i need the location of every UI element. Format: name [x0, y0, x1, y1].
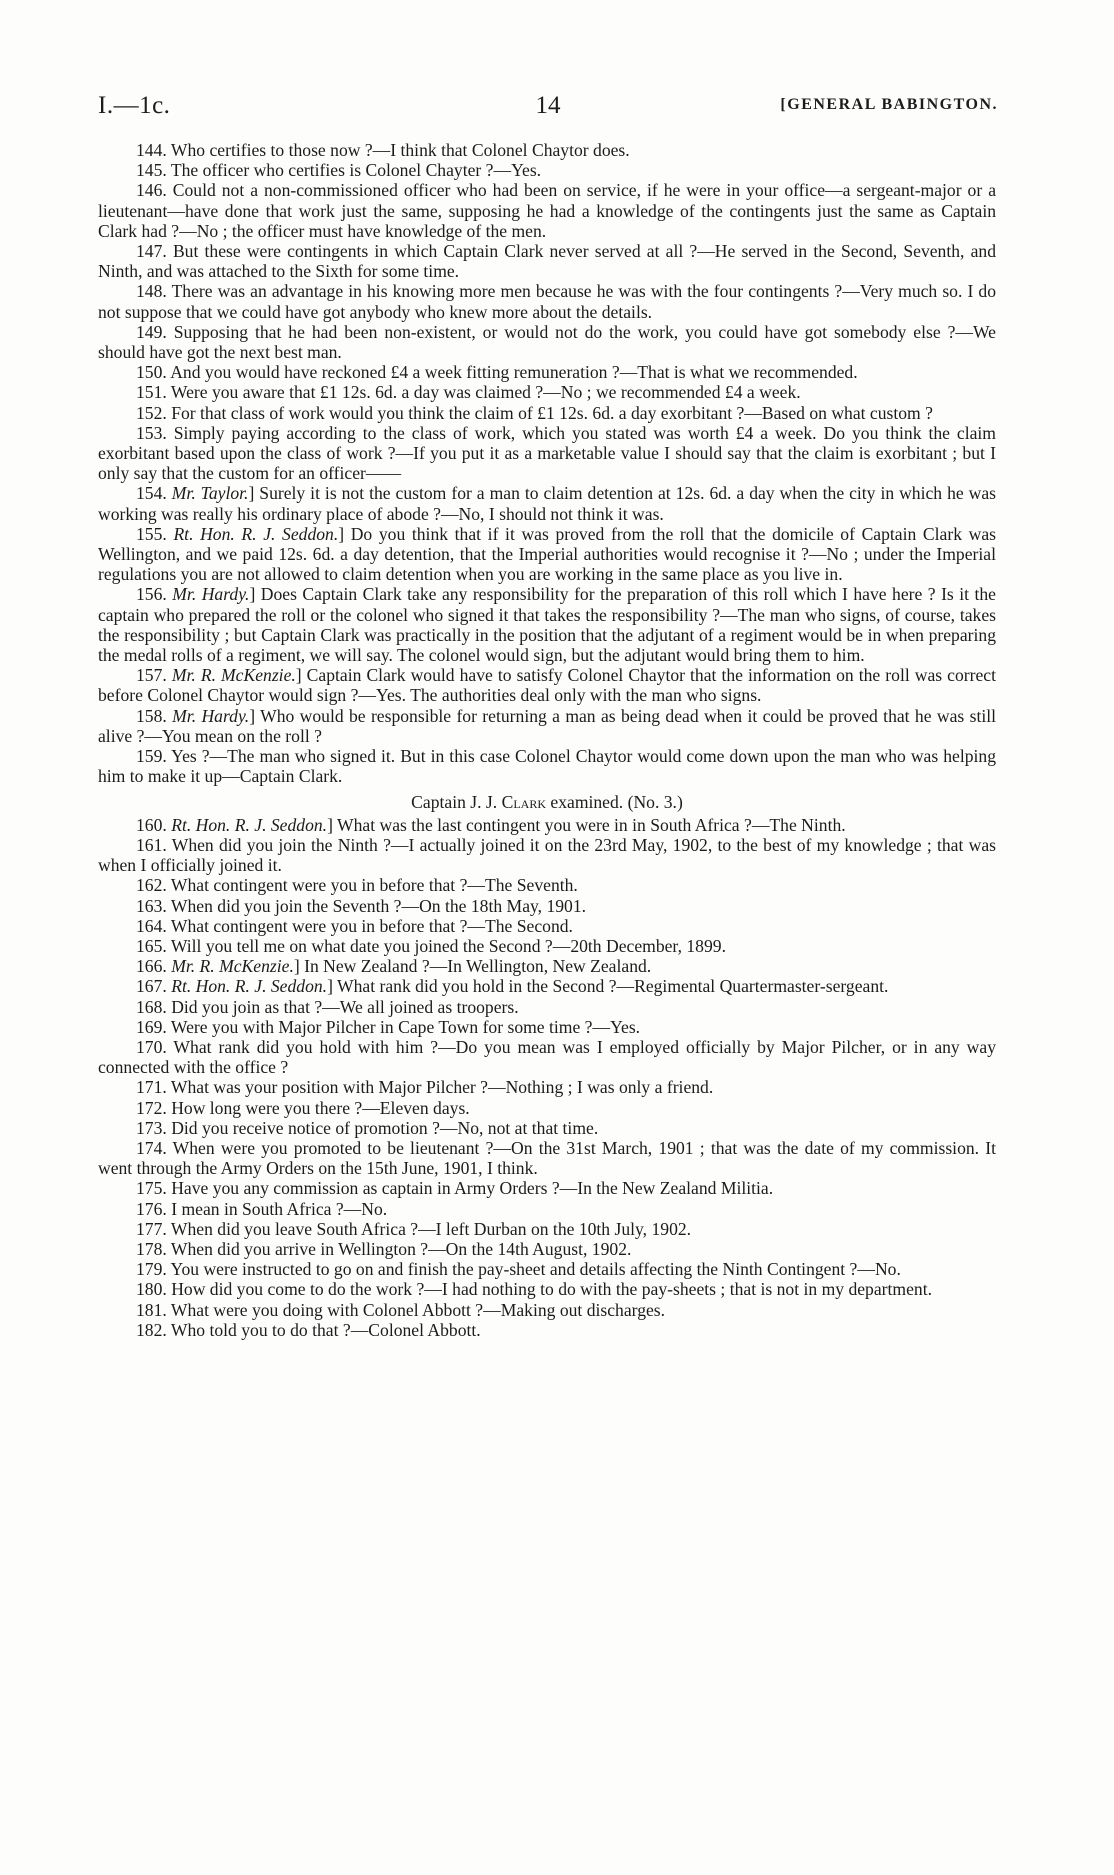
paragraph: 163. When did you join the Seventh ?—On the 18th May, 1901.	[136, 895, 587, 916]
paper-reference: I.—1c.	[98, 92, 171, 119]
paragraph-text: ] Does Captain Clark take any responsibility for the preparation of this roll which I have here ? Is it the captain who prepared the roll or the colonel who signed it that takes the responsibility ?—The man who signs, of course, takes the responsibility ; but Captain Clark was practically in the position that the adjutant of a regiment would be in when preparing the medal rolls of a regiment, we will say. The colonel would sign, but the adjutant would bring them to him.	[98, 584, 996, 666]
paragraph: 177. When did you leave South Africa ?—I left Durban on the 10th July, 1902.	[136, 1218, 692, 1239]
paragraph: 145. The officer who certifies is Colonel Chayter ?—Yes.	[136, 160, 542, 181]
paragraph: 171. What was your position with Major Pilcher ?—Nothing ; I was only a friend.	[136, 1077, 714, 1098]
question-number: 155.	[136, 523, 167, 544]
paragraph: 150. And you would have reckoned £4 a week fitting remuneration ?—That is what we recommended.	[136, 362, 858, 383]
question-number: 156.	[136, 584, 167, 605]
page-header	[98, 92, 998, 122]
question-number: 167.	[136, 976, 167, 997]
paragraph: 168. Did you join as that ?—We all joined as troopers.	[136, 996, 519, 1017]
paragraph	[98, 665, 996, 705]
paragraph: 149. Supposing that he had been non-existent, or would not do the work, you could have got somebody else ?—We should have got the next best man.	[98, 321, 996, 363]
paragraph: 164. What contingent were you in before that ?—The Second.	[136, 915, 573, 936]
paragraph	[98, 956, 996, 976]
paragraph-text: ] Who would be responsible for returning a man as being dead when it could be proved that he was still alive ?—You mean on the roll ?	[98, 705, 996, 746]
question-number: 157.	[136, 665, 167, 686]
paragraph	[98, 584, 996, 665]
question-number: 166.	[136, 956, 167, 977]
paragraph	[98, 483, 996, 523]
paragraph: 174. When were you promoted to be lieutenant ?—On the 31st March, 1901 ; that was the date of my commission. It went through the Army Orders on the 15th June, 1901, I think.	[98, 1137, 996, 1179]
paragraph-text: ] Captain Clark would have to satisfy Colonel Chaytor that the information on the roll was correct before Colonel Chaytor would sign ?—Yes. The authorities deal only with the man who signs.	[98, 665, 996, 706]
paragraph: 169. Were you with Major Pilcher in Cape Town for some time ?—Yes.	[136, 1016, 641, 1037]
paragraph: 178. When did you arrive in Wellington ?—On the 14th August, 1902.	[136, 1238, 632, 1259]
paragraph: 181. What were you doing with Colonel Abbott ?—Making out discharges.	[136, 1299, 666, 1320]
paragraph: 179. You were instructed to go on and finish the pay-sheet and details affecting the Ninth Contingent ?—No.	[136, 1259, 901, 1280]
paragraph: 148. There was an advantage in his knowing more men because he was with the four contingents ?—Very much so. I do not suppose that we could have got anybody who knew more about the details.	[98, 281, 996, 322]
section-heading: Captain J. J. Clark examined. (No. 3.)	[411, 791, 683, 812]
paragraph	[98, 524, 996, 585]
speaker-name: Rt. Hon. R. J. Seddon.	[171, 976, 328, 997]
speaker-name: Mr. R. McKenzie.	[171, 665, 296, 686]
running-head: [GENERAL BABINGTON.	[780, 96, 998, 113]
paragraph: 153. Simply paying according to the class of work, which you stated was worth £4 a week. Do you think the claim exorbitant based upon the class of work ?—If you put it as a marketable value I should say that the claim is exorbitant ; but I only say that the custom for an officer——	[98, 422, 996, 484]
paragraph: 172. How long were you there ?—Eleven days.	[136, 1097, 470, 1118]
speaker-name: Rt. Hon. R. J. Seddon.	[171, 814, 328, 835]
paragraph: 180. How did you come to do the work ?—I had nothing to do with the pay-sheets ; that is not in my department.	[136, 1279, 932, 1300]
paragraph: 182. Who told you to do that ?—Colonel Abbott.	[136, 1319, 481, 1340]
speaker-name: Mr. Hardy.	[172, 705, 250, 726]
paragraph: 147. But these were contingents in which Captain Clark never served at all ?—He served in the Second, Seventh, and Ninth, and was attached to the Sixth for some time.	[98, 241, 996, 282]
speaker-name: Rt. Hon. R. J. Seddon.	[173, 523, 339, 544]
paragraph: 173. Did you receive notice of promotion ?—No, not at that time.	[136, 1117, 599, 1138]
paragraph-text: ] What rank did you hold in the Second ?—Regimental Quartermaster-sergeant.	[327, 976, 889, 997]
page-number: 14	[535, 92, 561, 119]
question-number: 154.	[136, 483, 167, 504]
paragraph: 162. What contingent were you in before that ?—The Seventh.	[136, 875, 578, 896]
paragraph: 144. Who certifies to those now ?—I think that Colonel Chaytor does.	[136, 140, 630, 160]
paragraph	[98, 706, 996, 746]
paragraph: 152. For that class of work would you think the claim of £1 12s. 6d. a day exorbitant ?—Based on what custom ?	[136, 402, 933, 423]
paragraph: 151. Were you aware that £1 12s. 6d. a day was claimed ?—No ; we recommended £4 a week.	[136, 382, 801, 403]
paragraph: 170. What rank did you hold with him ?—Do you mean was I employed officially by Major Pilcher, or in any way connected with the office ?	[98, 1036, 996, 1078]
paragraph: 176. I mean in South Africa ?—No.	[136, 1198, 388, 1219]
paragraph-text: ] In New Zealand ?—In Wellington, New Zealand.	[293, 956, 652, 977]
paragraph-text: ] Do you think that if it was proved from the roll that the domicile of Captain Clark was Wellington, and we paid 12s. 6d. a day detention, that the Imperial authorities would recognise it ?—No ; under the Imperial regulations you are not allowed to claim detention when you are working in the same place as you live in.	[98, 523, 996, 585]
speaker-name: Mr. R. McKenzie.	[171, 956, 294, 977]
paragraph-text: ] Surely it is not the custom for a man to claim detention at 12s. 6d. a day when the city in which he was working was really his ordinary place of abode ?—No, I should not think it was.	[98, 483, 996, 524]
speaker-name: Mr. Hardy.	[172, 584, 250, 605]
paragraph: 159. Yes ?—The man who signed it. But in this case Colonel Chaytor would come down upon the man who was helping him to make it up—Captain Clark.	[98, 746, 996, 787]
question-number: 160.	[136, 814, 167, 835]
speaker-name: Mr. Taylor.	[171, 483, 249, 504]
paragraph: 146. Could not a non-commissioned officer who had been on service, if he were in your office—a sergeant-major or a lieutenant—have done that work just the same, supposing he had a knowledge of the contingents just the same as Captain Clark had ?—No ; the officer must have knowledge of the men.	[98, 180, 996, 241]
question-number: 158.	[136, 705, 167, 726]
body-text	[98, 140, 996, 1340]
paragraph: 161. When did you join the Ninth ?—I actually joined it on the 23rd May, 1902, to the best of my knowledge ; that was when I officially joined it.	[98, 834, 996, 876]
paragraph	[98, 815, 996, 835]
witness-name: Clark	[501, 791, 546, 812]
paragraph: 165. Will you tell me on what date you joined the Second ?—20th December, 1899.	[136, 935, 726, 956]
paragraph-text: ] What was the last contingent you were in in South Africa ?—The Ninth.	[327, 814, 846, 835]
paragraph: 175. Have you any commission as captain in Army Orders ?—In the New Zealand Militia.	[136, 1178, 774, 1199]
paragraph	[98, 976, 996, 996]
